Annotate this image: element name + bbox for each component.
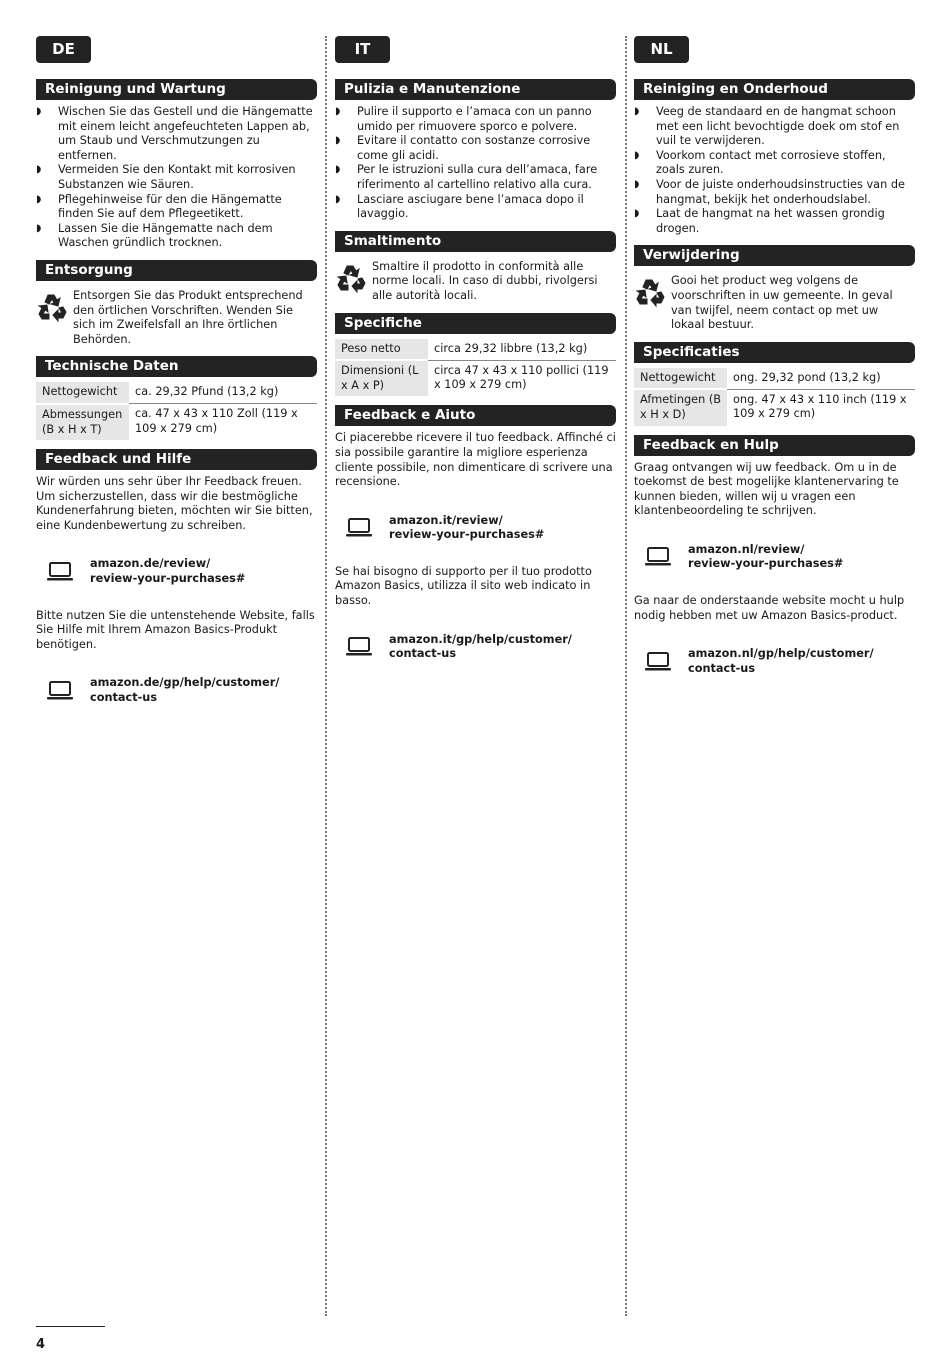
help-link[interactable] bbox=[46, 676, 317, 705]
specs-heading: Specificaties bbox=[634, 342, 915, 363]
laptop-icon bbox=[345, 636, 373, 658]
care-list bbox=[634, 105, 915, 236]
spec-label: Dimensioni (L x A x P) bbox=[335, 360, 428, 396]
list-item: ◗ Vermeiden Sie den Kontakt mit korrosiven Substanzen wie Säuren. bbox=[36, 163, 296, 191]
help-link-line-2: contact-us bbox=[688, 661, 756, 675]
spec-value: ca. 47 x 43 x 110 Zoll (119 x 109 x 279 cm) bbox=[135, 407, 298, 435]
feedback-heading: Feedback en Hulp bbox=[634, 435, 915, 456]
help-text: Se hai bisogno di supporto per il tuo prodotto Amazon Basics, utilizza il sito web indicato in basso. bbox=[335, 564, 592, 608]
list-item: ◗ Evitare il contatto con sostanze corrosive come gli acidi. bbox=[335, 134, 591, 162]
list-item: ◗ Wischen Sie das Gestell und die Hängematte mit einem leicht angefeuchteten Lappen ab, um Staub und Verschmutzungen zu entfernen. bbox=[36, 105, 313, 162]
page-number: 4 bbox=[36, 1337, 46, 1352]
help-link-line-2: contact-us bbox=[389, 647, 457, 661]
list-item: ◗ Lassen Sie die Hängematte nach dem Waschen gründlich trocknen. bbox=[36, 221, 273, 250]
spec-label: Peso netto bbox=[335, 339, 428, 361]
help-link-line-1: amazon.it/gp/help/customer/ bbox=[389, 632, 572, 646]
specs-heading: Technische Daten bbox=[36, 356, 317, 377]
spec-label: Nettogewicht bbox=[36, 382, 129, 404]
table-row bbox=[634, 389, 915, 425]
bullet-icon: ◗ bbox=[335, 106, 341, 117]
disposal-text: Entsorgen Sie das Produkt entsprechend den örtlichen Vorschriften. Wenden Sie sich im Zweifelsfall an Ihre örtlichen Behörden. bbox=[73, 288, 303, 346]
help-text: Bitte nutzen Sie die untenstehende Website, falls Sie Hilfe mit Ihrem Amazon Basics-Produkt benötigen. bbox=[36, 608, 315, 651]
list-item: ◗ Veeg de standaard en de hangmat schoon met een licht bevochtigde doek om stof en vuil te verwijderen. bbox=[634, 105, 900, 148]
list-item: ◗ Per le istruzioni sulla cura dell’amaca, fare riferimento al cartellino relativo alla cura. bbox=[335, 163, 598, 191]
list-item: ◗ Lasciare asciugare bene l’amaca dopo il lavaggio. bbox=[335, 192, 584, 221]
bullet-icon: ◗ bbox=[634, 149, 640, 161]
language-badge: IT bbox=[335, 36, 390, 63]
disposal-block bbox=[36, 286, 317, 347]
specs-heading: Specifiche bbox=[335, 313, 616, 334]
specs-table bbox=[634, 368, 915, 426]
bullet-icon: ◗ bbox=[36, 222, 42, 234]
review-link-line-1: amazon.de/review/ bbox=[90, 557, 211, 571]
review-link-line-2: review-your-purchases# bbox=[688, 557, 844, 571]
disposal-block bbox=[634, 271, 915, 332]
review-link-line-1: amazon.nl/review/ bbox=[688, 542, 805, 556]
table-row bbox=[634, 368, 915, 390]
language-badge: DE bbox=[36, 36, 91, 63]
feedback-text: Graag ontvangen wij uw feedback. Om u in de toekomst de best mogelijke klantenervaring te kunnen bieden, willen wij u vragen een klantenbeoordeling te schrijven. bbox=[634, 460, 899, 518]
table-row bbox=[335, 360, 616, 396]
feedback-heading: Feedback e Aiuto bbox=[335, 405, 616, 426]
laptop-icon bbox=[345, 517, 373, 539]
help-link-line-1: amazon.nl/gp/help/customer/ bbox=[688, 647, 874, 661]
disposal-text: Smaltire il prodotto in conformità alle norme locali. In caso di dubbi, rivolgersi alle autorità locali. bbox=[372, 259, 598, 302]
bullet-icon: ◗ bbox=[36, 106, 42, 117]
list-item: ◗ Voorkom contact met corrosieve stoffen, zoals zuren. bbox=[634, 148, 886, 177]
disposal-heading: Verwijdering bbox=[634, 245, 915, 266]
laptop-icon bbox=[644, 651, 672, 673]
bullet-icon: ◗ bbox=[335, 135, 341, 147]
help-link-line-2: contact-us bbox=[90, 691, 158, 705]
footer-rule bbox=[36, 1326, 105, 1327]
column-nl bbox=[634, 36, 915, 698]
disposal-block bbox=[335, 257, 616, 304]
column-divider bbox=[625, 36, 627, 1316]
bullet-icon: ◗ bbox=[634, 178, 640, 190]
care-list bbox=[36, 105, 317, 251]
spec-label: Afmetingen (B x H x D) bbox=[634, 389, 727, 425]
recycle-icon bbox=[634, 276, 668, 310]
disposal-heading: Entsorgung bbox=[36, 260, 317, 281]
column-divider bbox=[325, 36, 327, 1316]
review-link[interactable] bbox=[644, 543, 915, 572]
specs-table bbox=[36, 382, 317, 440]
bullet-icon: ◗ bbox=[36, 193, 42, 205]
list-item: ◗ Voor de juiste onderhoudsinstructies van de hangmat, bekijk het onderhoudslabel. bbox=[634, 177, 905, 206]
care-heading: Reinigung und Wartung bbox=[36, 79, 317, 100]
feedback-text: Wir würden uns sehr über Ihr Feedback freuen. Um sicherzustellen, dass wir die bestmögliche Kundenerfahrung bieten, möchten wir Sie bitten, eine Kundenbewertung zu schreiben. bbox=[36, 475, 313, 532]
bullet-icon: ◗ bbox=[36, 164, 42, 176]
list-item: ◗ Laat de hangmat na het wassen grondig drogen. bbox=[634, 207, 885, 235]
laptop-icon bbox=[46, 680, 74, 702]
disposal-text: Gooi het product weg volgens de voorschriften in uw gemeente. In geval van twijfel, neem contact op met uw lokaal bestuur. bbox=[671, 274, 893, 332]
review-link[interactable] bbox=[345, 514, 616, 543]
bullet-icon: ◗ bbox=[634, 106, 640, 117]
table-row bbox=[36, 404, 317, 440]
review-link-line-2: review-your-purchases# bbox=[389, 528, 545, 542]
specs-table bbox=[335, 339, 616, 397]
spec-value: circa 47 x 43 x 110 pollici (119 x 109 x 279 cm) bbox=[434, 363, 609, 392]
recycle-icon bbox=[36, 291, 70, 325]
spec-value: ca. 29,32 Pfund (13,2 kg) bbox=[129, 382, 317, 404]
review-link[interactable] bbox=[46, 557, 317, 586]
care-heading: Reiniging en Onderhoud bbox=[634, 79, 915, 100]
spec-value: ong. 29,32 pond (13,2 kg) bbox=[727, 368, 915, 390]
column-de bbox=[36, 36, 317, 728]
list-item: ◗ Pflegehinweise für den die Hängematte finden Sie auf dem Pflegeetikett. bbox=[36, 192, 282, 221]
help-link[interactable] bbox=[644, 647, 915, 676]
feedback-heading: Feedback und Hilfe bbox=[36, 449, 317, 470]
spec-value: ong. 47 x 43 x 110 inch (119 x 109 x 279 cm) bbox=[733, 392, 907, 421]
column-it bbox=[335, 36, 616, 684]
list-item: ◗ Pulire il supporto e l’amaca con un panno umido per rimuovere sporco e polvere. bbox=[335, 105, 592, 133]
spec-label: Nettogewicht bbox=[634, 368, 727, 390]
help-link[interactable] bbox=[345, 633, 616, 662]
review-link-line-1: amazon.it/review/ bbox=[389, 513, 503, 527]
care-list bbox=[335, 105, 616, 222]
feedback-text: Ci piacerebbe ricevere il tuo feedback. Affinché ci sia possibile garantire la migliore esperienza cliente possibile, non dimenticare di scrivere una recensione. bbox=[335, 431, 616, 489]
bullet-icon: ◗ bbox=[335, 164, 341, 176]
laptop-icon bbox=[46, 561, 74, 583]
care-heading: Pulizia e Manutenzione bbox=[335, 79, 616, 100]
help-link-line-1: amazon.de/gp/help/customer/ bbox=[90, 676, 280, 690]
review-link-line-2: review-your-purchases# bbox=[90, 572, 246, 586]
bullet-icon: ◗ bbox=[335, 193, 341, 205]
spec-value: circa 29,32 libbre (13,2 kg) bbox=[428, 339, 616, 361]
table-row bbox=[36, 382, 317, 404]
table-row bbox=[335, 339, 616, 361]
laptop-icon bbox=[644, 546, 672, 568]
recycle-icon bbox=[335, 262, 369, 296]
bullet-icon: ◗ bbox=[634, 208, 640, 220]
language-badge: NL bbox=[634, 36, 689, 63]
spec-label: Abmessungen (B x H x T) bbox=[36, 404, 129, 440]
disposal-heading: Smaltimento bbox=[335, 231, 616, 252]
help-text: Ga naar de onderstaande website mocht u hulp nodig hebben met uw Amazon Basics-product. bbox=[634, 594, 905, 622]
